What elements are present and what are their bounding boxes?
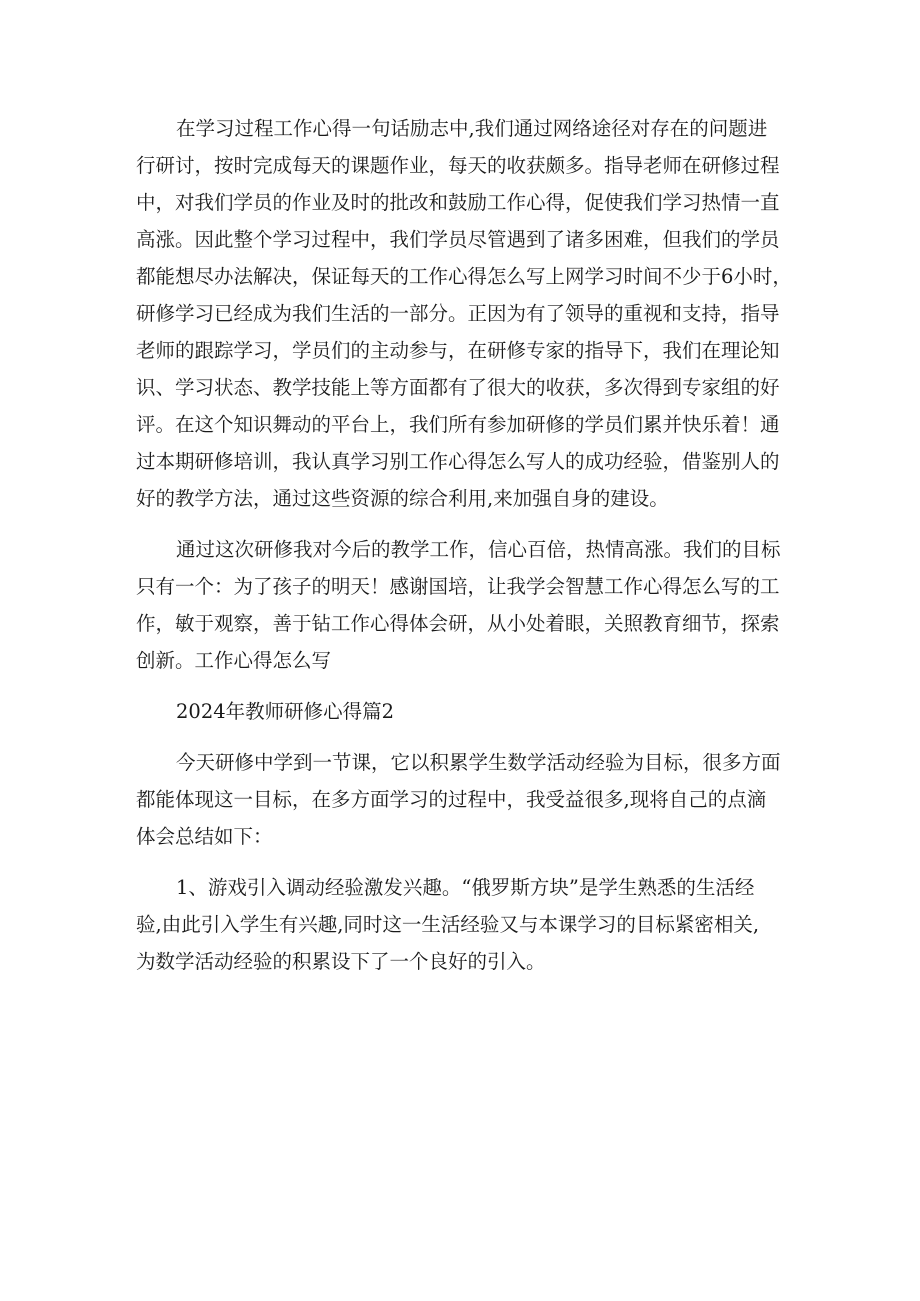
text-line: 验,由此引入学生有兴趣,同时这一生活经验又与本课学习的目标紧密相关, [136, 913, 760, 936]
text-line: 在学习过程工作心得一句话励志中,我们通过网络途径对存在的问题进 [176, 117, 768, 140]
text-line: 创新。工作心得怎么写 [136, 649, 332, 672]
text-line: 为数学活动经验的积累设下了一个良好的引入。 [136, 950, 546, 973]
paragraph-3 [136, 744, 788, 855]
document-page [136, 110, 792, 980]
text-line: 体会总结如下： [136, 825, 273, 848]
section-heading: 2024年教师研修心得篇2 [176, 700, 395, 723]
text-line: 1、游戏引入调动经验激发兴趣。“俄罗斯方块”是学生熟悉的生活经 [176, 876, 755, 899]
text-line: 通过这次研修我对今后的教学工作，信心百倍，热情高涨。我们的目标 [176, 538, 781, 561]
text-line: 老师的跟踪学习，学员们的主动参与，在研修专家的指导下，我们在理论知 [136, 339, 780, 362]
text-line: 研修学习已经成为我们生活的一部分。正因为有了领导的重视和支持，指导 [136, 302, 780, 325]
text-line: 都能体现这一目标，在多方面学习的过程中，我受益很多,现将自己的点滴 [136, 788, 767, 811]
text-line: 过本期研修培训，我认真学习别工作心得怎么写人的成功经验，借鉴别人的 [136, 450, 780, 473]
text-line: 高涨。因此整个学习过程中，我们学员尽管遇到了诸多困难，但我们的学员 [136, 228, 780, 251]
paragraph-4 [136, 869, 788, 980]
text-line: 行研讨，按时完成每天的课题作业，每天的收获颇多。指导老师在研修过程 [136, 154, 780, 177]
text-line: 只有一个：为了孩子的明天！感谢国培，让我学会智慧工作心得怎么写的工 [136, 575, 780, 598]
text-line: 作，敏于观察，善于钻工作心得体会研，从小处着眼，关照教育细节，探索 [136, 612, 780, 635]
text-line: 今天研修中学到一节课，它以积累学生数学活动经验为目标，很多方面 [176, 751, 781, 774]
text-line: 都能想尽办法解决，保证每天的工作心得怎么写上网学习时间不少于6小时， [136, 265, 792, 288]
text-line: 好的教学方法，通过这些资源的综合利用,来加强自身的建设。 [136, 487, 669, 510]
paragraph-1 [136, 110, 792, 517]
text-line: 识、学习状态、教学技能上等方面都有了很大的收获，多次得到专家组的好 [136, 376, 780, 399]
text-line: 评。在这个知识舞动的平台上，我们所有参加研修的学员们累并快乐着！通 [136, 413, 780, 436]
paragraph-2 [136, 531, 788, 679]
text-line: 中，对我们学员的作业及时的批改和鼓励工作心得，促使我们学习热情一直 [136, 191, 780, 214]
